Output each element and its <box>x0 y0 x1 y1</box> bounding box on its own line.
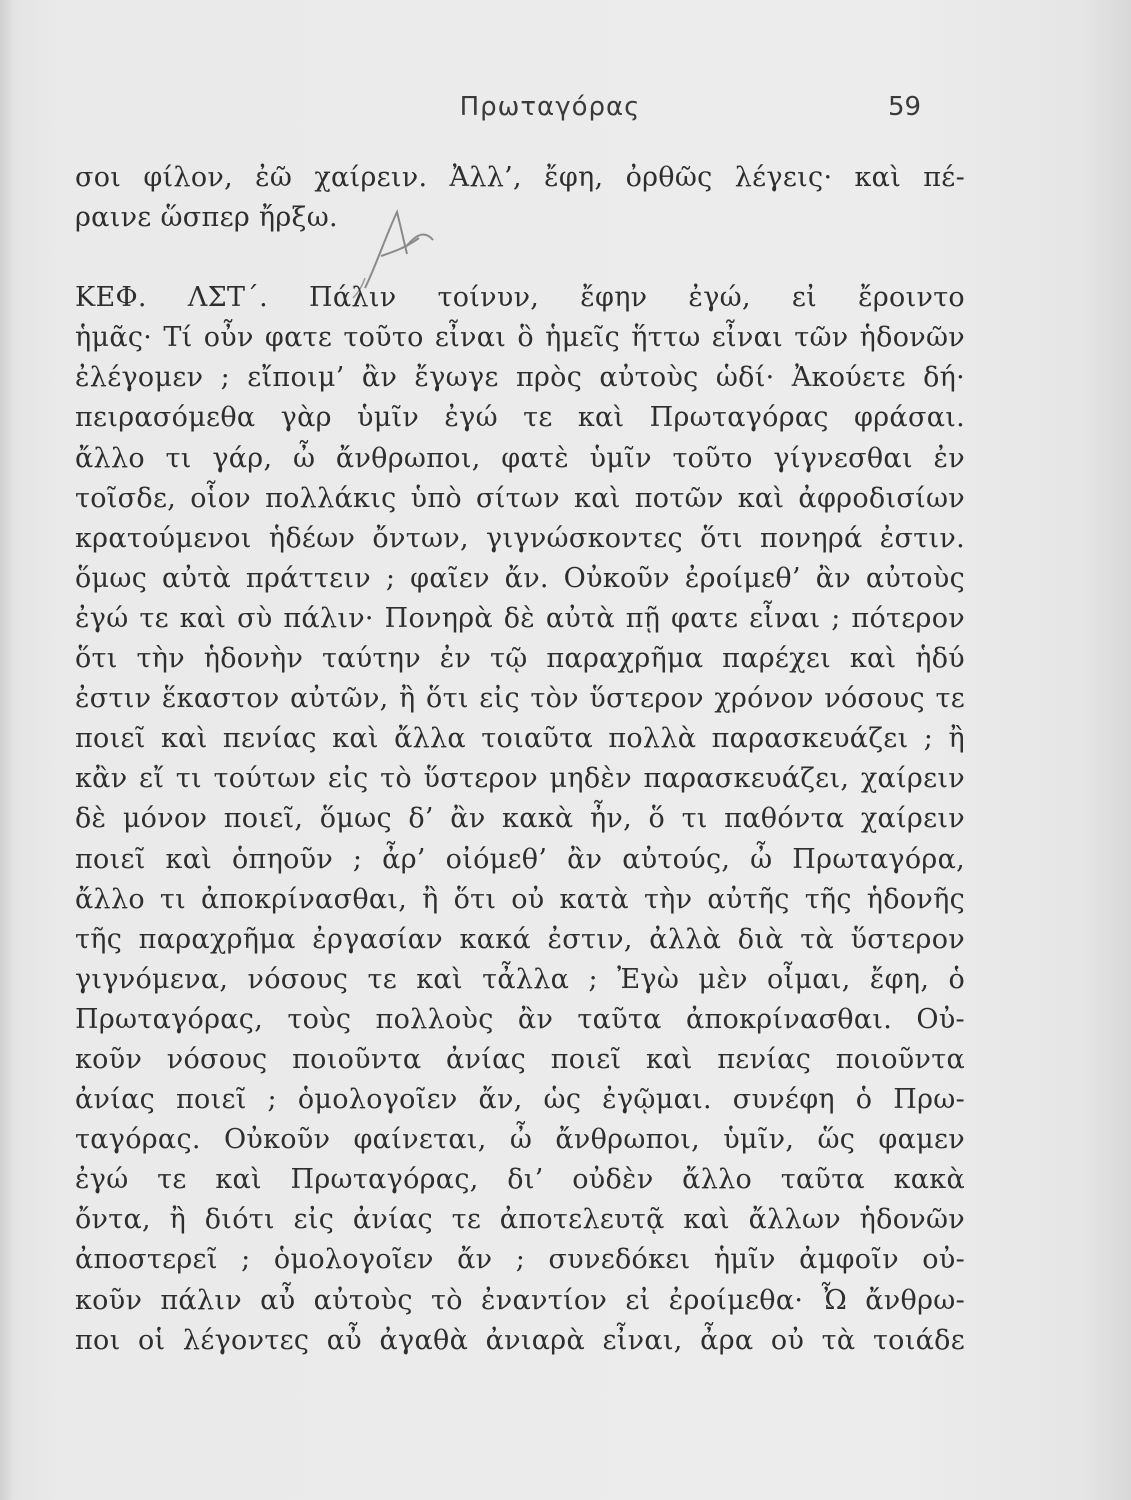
text-line: τοῖσδε, οἷον πολλάκις ὑπὸ σίτων καὶ ποτῶν καὶ ἀφροδισίων <box>75 482 965 514</box>
text-line: δὲ μόνον ποιεῖ, ὅμως δ’ ἂν κακὰ ἦν, ὅ τι παθόντα χαίρειν <box>75 803 965 835</box>
text-line: Πρωταγόρας, τοὺς πολλοὺς ἂν ταῦτα ἀποκρίνασθαι. Οὐ- <box>75 1003 965 1035</box>
text-line: ἐλέγομεν ; εἴποιμ’ ἂν ἔγωγε πρὸς αὐτοὺς ὡδί· Ἀκούετε δή· <box>75 362 965 394</box>
text-line: σοι φίλον, ἐῶ χαίρειν. Ἀλλ’, ἔφη, ὀρθῶς λέγεις· καὶ πέ- <box>75 162 965 193</box>
text-line: ὄντα, ἢ διότι εἰς ἀνίας τε ἀποτελευτᾷ καὶ ἄλλων ἡδονῶν <box>75 1204 965 1236</box>
chapter-paragraph <box>75 278 965 1361</box>
text-line: ὅτι τὴν ἡδονὴν ταύτην ἐν τῷ παραχρῆμα παρέχει καὶ ἡδύ <box>75 643 965 675</box>
text-line: κοῦν νόσους ποιοῦντα ἀνίας ποιεῖ καὶ πενίας ποιοῦντα <box>75 1043 965 1075</box>
text-line: ἄλλο τι γάρ, ὦ ἄνθρωποι, φατὲ ὑμῖν τοῦτο γίγνεσθαι ἐν <box>75 442 965 474</box>
text-line: ἐστιν ἕκαστον αὐτῶν, ἢ ὅτι εἰς τὸν ὕστερον χρόνον νόσους τε <box>75 683 965 715</box>
text-line: κρατούμενοι ἡδέων ὄντων, γιγνώσκοντες ὅτι πονηρά ἐστιν. <box>75 522 965 554</box>
text-line: κοῦν πάλιν αὖ αὐτοὺς τὸ ἐναντίον εἰ ἐροίμεθα· Ὦ ἄνθρω- <box>75 1284 965 1316</box>
text-line: ποιεῖ καὶ πενίας καὶ ἄλλα τοιαῦτα πολλὰ παρασκευάζει ; ἢ <box>75 723 965 755</box>
text-line: ταγόρας. Οὐκοῦν φαίνεται, ὦ ἄνθρωποι, ὑμῖν, ὥς φαμεν <box>75 1124 965 1156</box>
text-line: ἀνίας ποιεῖ ; ὁμολογοῖεν ἄν, ὡς ἐγῷμαι. συνέφη ὁ Πρω- <box>75 1084 965 1116</box>
text-line: ἐγώ τε καὶ σὺ πάλιν· Πονηρὰ δὲ αὐτὰ πῇ φατε εἶναι ; πότερον <box>75 602 965 634</box>
running-head <box>0 92 1131 132</box>
text-line: τῆς παραχρῆμα ἐργασίαν κακά ἐστιν, ἀλλὰ διὰ τὰ ὕστερον <box>75 923 965 955</box>
text-line: ποιεῖ καὶ ὁπηοῦν ; ἆρ’ οἰόμεθ’ ἂν αὐτούς, ὦ Πρωταγόρα, <box>75 843 965 875</box>
text-line: ραινε ὥσπερ ἤρξω. <box>75 202 338 234</box>
text-line: ἄλλο τι ἀποκρίνασθαι, ἢ ὅτι οὐ κατὰ τὴν αὐτῆς τῆς ἡδονῆς <box>75 883 965 915</box>
text-line: ἐγώ τε καὶ Πρωταγόρας, δι’ οὐδὲν ἄλλο ταῦτα κακὰ <box>75 1164 965 1196</box>
text-line: πειρασόμεθα γὰρ ὑμῖν ἐγώ τε καὶ Πρωταγόρας φράσαι. <box>75 402 965 434</box>
text-line: ὅμως αὐτὰ πράττειν ; φαῖεν ἄν. Οὐκοῦν ἐροίμεθ’ ἂν αὐτοὺς <box>75 562 965 594</box>
text-line: ποι οἱ λέγοντες αὖ ἀγαθὰ ἀνιαρὰ εἶναι, ἆρα οὐ τὰ τοιάδε <box>75 1324 965 1356</box>
text-line: ΚΕΦ. ΛΣΤ΄. Πάλιν τοίνυν, ἔφην ἐγώ, εἰ ἔροιντο <box>75 282 965 314</box>
text-line: κἂν εἴ τι τούτων εἰς τὸ ὕστερον μηδὲν παρασκευάζει, χαίρειν <box>75 763 965 795</box>
text-line: ἡμᾶς· Τί οὖν φατε τοῦτο εἶναι ὃ ἡμεῖς ἥττω εἶναι τῶν ἡδονῶν <box>75 322 965 354</box>
text-line: ἀποστερεῖ ; ὁμολογοῖεν ἄν ; συνεδόκει ἡμῖν ἀμφοῖν οὐ- <box>75 1244 965 1276</box>
page-header-title: Πρωταγόρας <box>459 92 641 122</box>
text-line: γιγνόμενα, νόσους τε καὶ τἆλλα ; Ἐγὼ μὲν οἶμαι, ἔφη, ὁ <box>75 963 965 995</box>
paragraph-gap <box>75 238 965 278</box>
page-number: 59 <box>888 92 922 122</box>
body-text <box>75 158 965 1361</box>
